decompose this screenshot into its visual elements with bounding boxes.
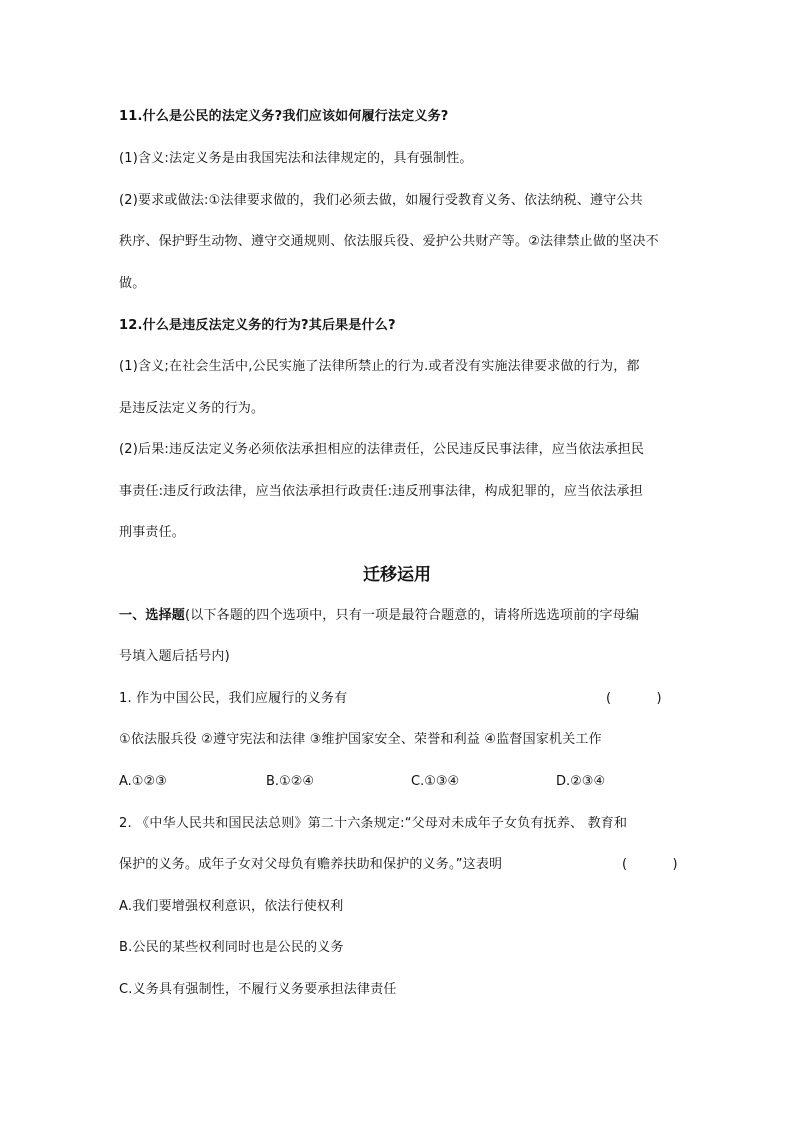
q12-paragraph-2-line-1: (2)后果:违反法定义务必须依法承担相应的法律责任，公民违反民事法律，应当依法承担民 [119,442,645,457]
q12-paragraph-2-line-2: 事责任:违反行政法律，应当依法承担行政责任:违反刑事法律，构成犯罪的，应当依法承担 [119,484,643,499]
q11-paragraph-2-line-3: 做。 [119,276,146,291]
q12-paragraph-2-line-3: 刑事责任。 [119,525,186,540]
question-2-option-c: C.义务具有强制性，不履行义务要承担法律责任 [119,982,397,997]
q12-paragraph-1-line-1: (1)含义;在社会生活中,公民实施了法律所禁止的行为.或者没有实施法律要求做的行为，都 [119,359,640,374]
question-2-stem-line-2: 保护的义务。成年子女对父母负有赡养扶助和保护的义务。”这表明 [119,857,503,872]
q11-paragraph-2-line-2: 秩序、保护野生动物、遵守交通规则、依法服兵役、爱护公共财产等。②法律禁止做的坚决不 [119,234,659,249]
part1-heading-label: 一、选择题 [119,608,186,623]
q11-paragraph-2-line-1: (2)要求或做法:①法律要求做的，我们必须去做，如履行受教育义务、依法纳税、遵守公共 [119,193,643,208]
question-1-stem: 1. 作为中国公民，我们应履行的义务有 [119,691,348,706]
question-2-option-a: A.我们要增强权利意识，依法行使权利 [119,899,344,914]
question-1-items: ①依法服兵役 ②遵守宪法和法律 ③维护国家安全、荣誉和利益 ④监督国家机关工作 [119,732,602,747]
question-2-stem-line-1: 2. 《中华人民共和国民法总则》第二十六条规定:“父母对未成年子女负有抚养、 教育和 [119,816,628,831]
question-1-option-b: B.①②④ [266,774,315,789]
part1-heading-instructions: (以下各题的四个选项中，只有一项是最符合题意的，请将所选选项前的字母编 [185,608,640,623]
q11-heading: 11.什么是公民的法定义务?我们应该如何履行法定义务? [119,109,449,124]
section-title: 迁移运用 [363,565,431,585]
q12-paragraph-1-line-2: 是违反法定义务的行为。 [119,401,265,416]
q11-paragraph-1: (1)含义:法定义务是由我国宪法和法律规定的，具有强制性。 [119,151,473,166]
part1-heading-line-2: 号填入题后括号内) [119,649,230,664]
question-1-option-a: A.①②③ [119,774,167,789]
question-2-answer-paren: ( ) [622,857,678,872]
part1-heading [119,607,639,625]
question-1-answer-paren: ( ) [606,691,662,706]
question-1-option-d: D.②③④ [556,774,606,789]
q12-heading: 12.什么是违反法定义务的行为?其后果是什么? [119,318,396,333]
question-2-option-b: B.公民的某些权利同时也是公民的义务 [119,940,344,955]
question-1-option-c: C.①③④ [411,774,460,789]
